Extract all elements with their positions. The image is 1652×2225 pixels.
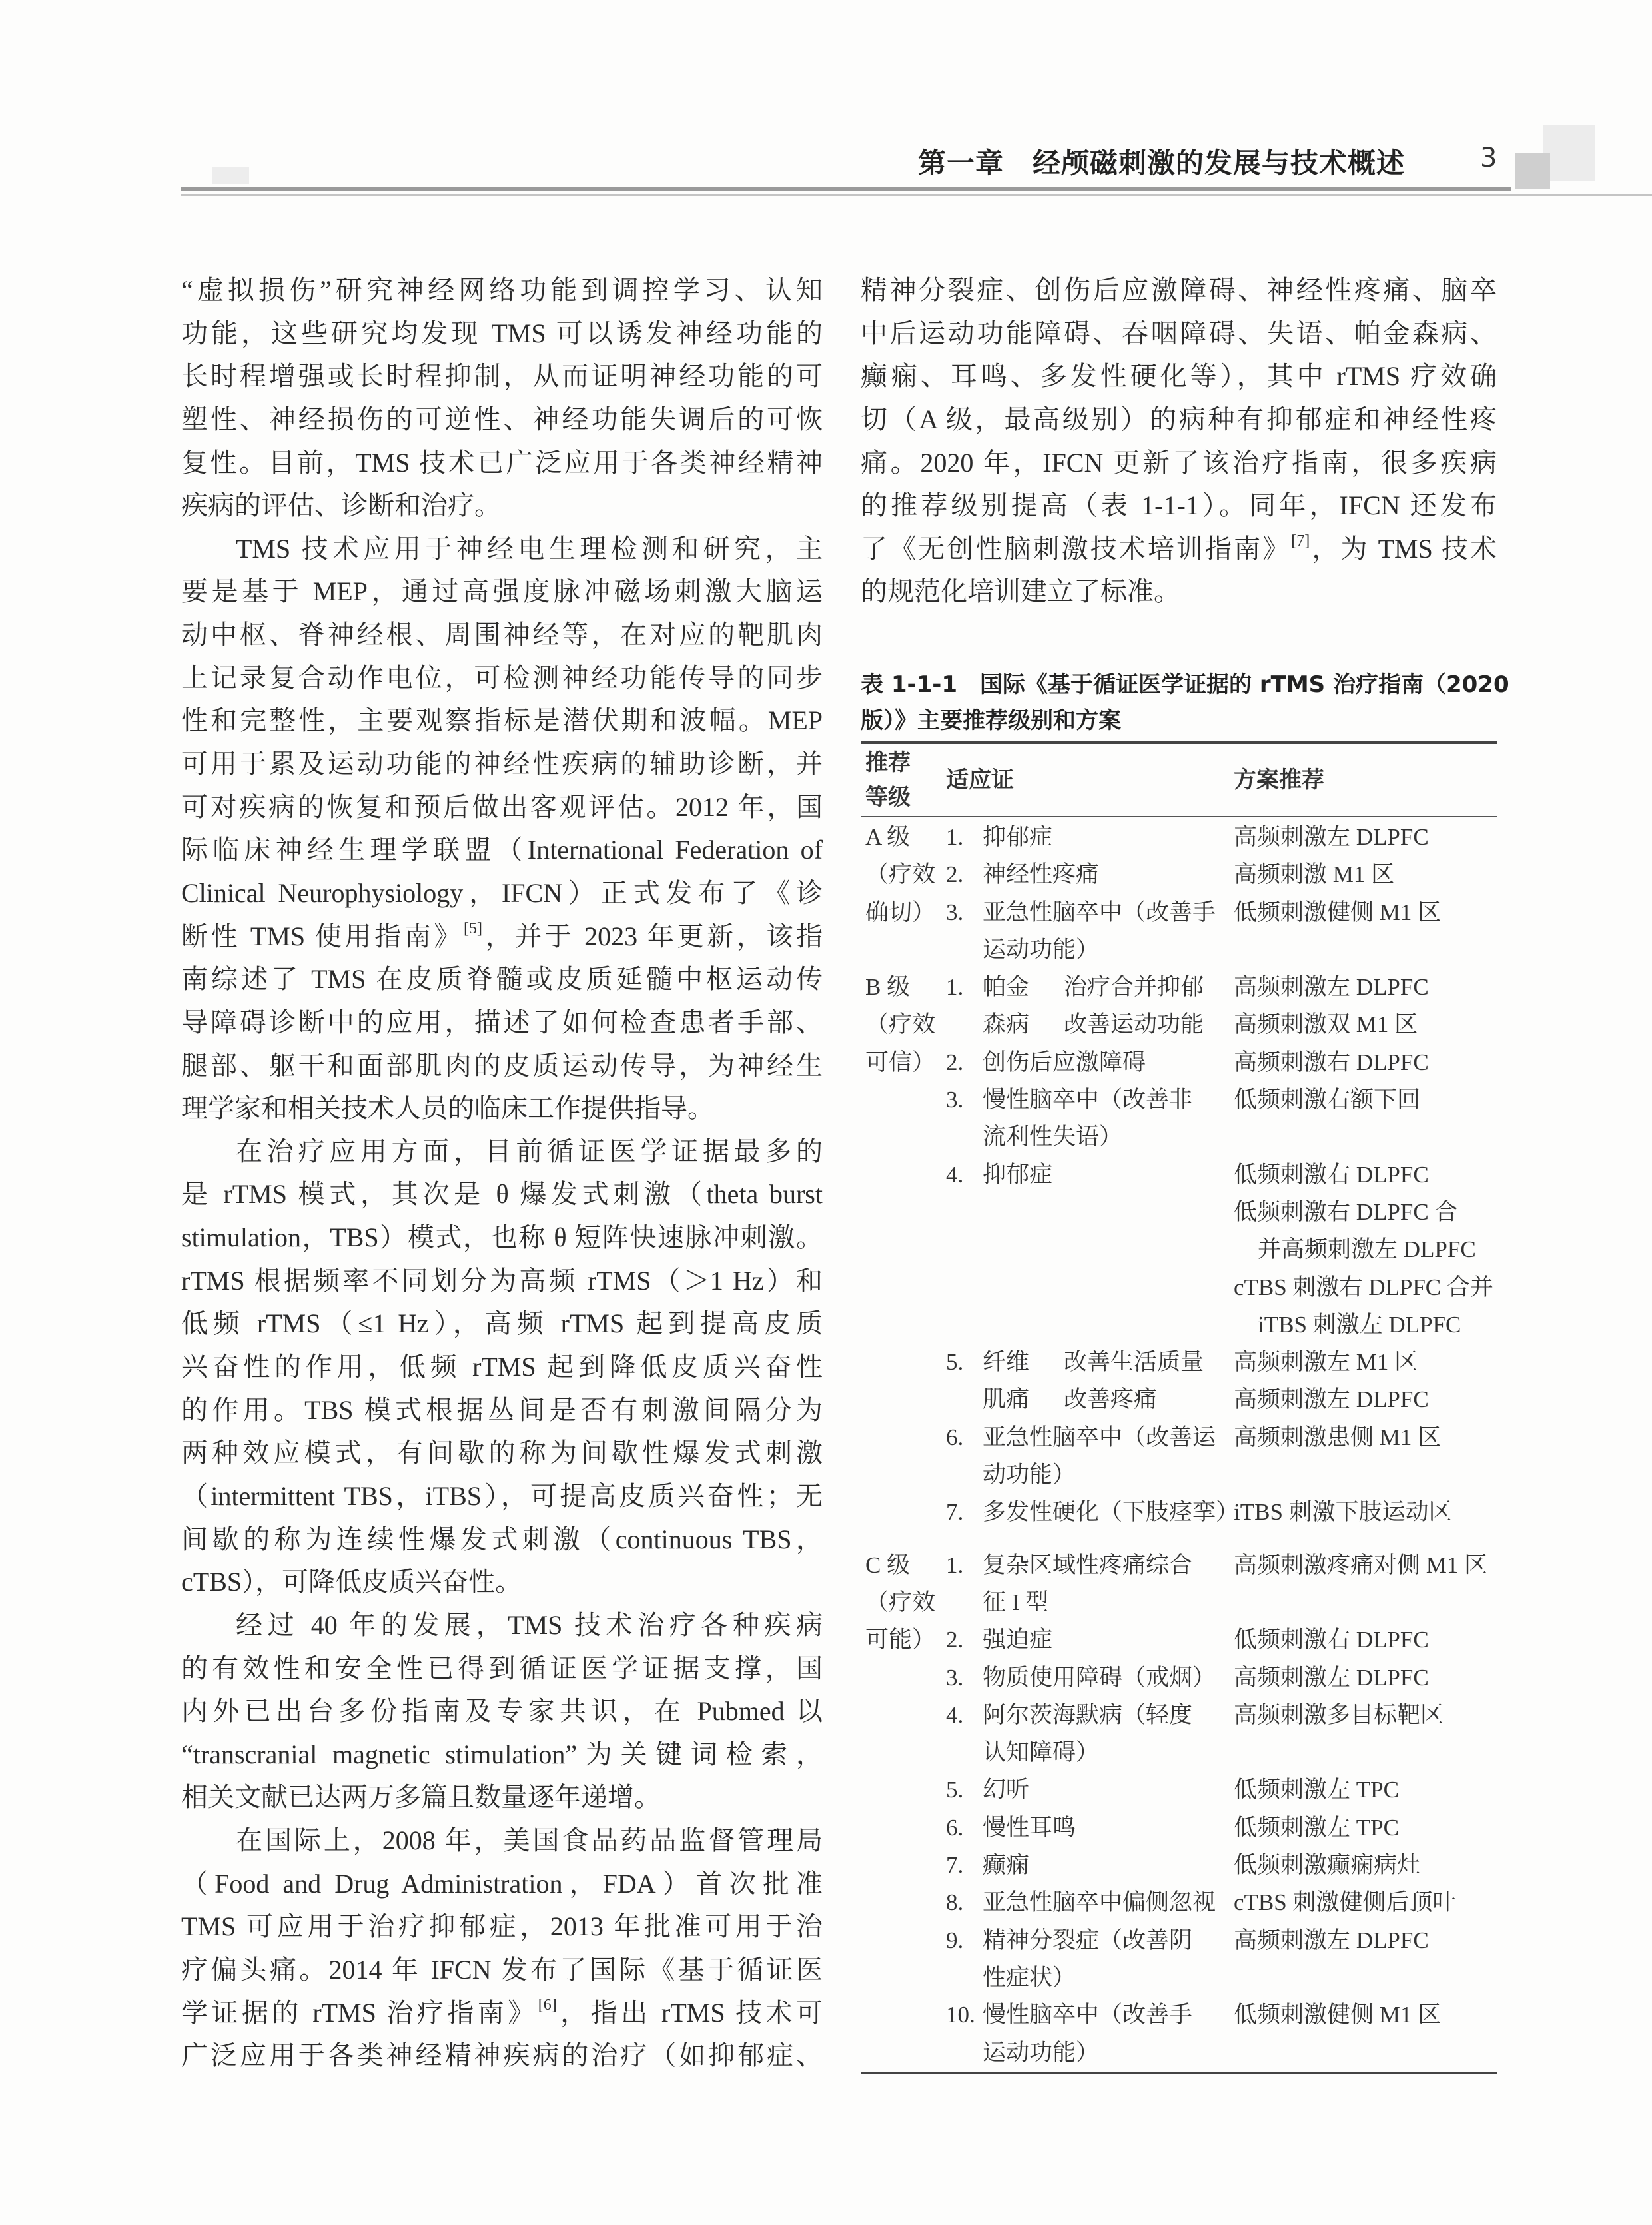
indication-cell: [983, 969, 1064, 1044]
grade-line: 可信）: [865, 1049, 936, 1075]
text-line: （Food and Drug Administration，FDA）首次批准: [181, 1868, 823, 1899]
table-row: [946, 1697, 1497, 1772]
text-line: 功能，这些研究均发现 TMS 可以诱发神经功能的: [181, 318, 823, 348]
paragraph: [181, 1130, 823, 1604]
grade-cell: [861, 1547, 946, 2072]
item-number: 1.: [946, 1552, 964, 1578]
indication-cell: [983, 856, 1234, 893]
paragraph: [181, 528, 823, 1130]
table-group: [861, 969, 1497, 1531]
text-segment: ，指出 rTMS 技术可: [556, 1997, 823, 2028]
text-line: 可用于累及运动功能的神经性疾病的辅助诊断，并: [181, 749, 823, 779]
table-row: [946, 819, 1497, 856]
scheme-line: 低频刺激右 DLPFC 合: [1234, 1198, 1458, 1225]
scheme-line: 高频刺激左 DLPFC: [1234, 1386, 1429, 1413]
scheme-line: 高频刺激双 M1 区: [1234, 1011, 1418, 1038]
header-decoration-square-light: [1543, 125, 1595, 181]
text-line: 疾病的评估、诊断和治疗。: [181, 490, 501, 521]
scheme-line: 低频刺激健侧 M1 区: [1234, 2002, 1442, 2028]
indication-line: 复杂区域性疼痛综合: [983, 1552, 1193, 1578]
text-line: 癫痫、耳鸣、多发性硬化等），其中 rTMS 疗效确: [861, 361, 1497, 392]
text-segment: ，并于 2023 年更新，该指: [482, 921, 823, 951]
scheme-cell: [1234, 819, 1497, 856]
citation-ref: [5]: [464, 919, 482, 937]
scheme-cell: [1234, 1621, 1497, 1659]
scheme-cell: [1234, 1547, 1497, 1622]
sub-indication-line: 治疗合并抑郁: [1064, 974, 1204, 1001]
citation-ref: [7]: [1291, 532, 1310, 550]
indication-cell: [983, 894, 1234, 969]
table-row: [946, 1494, 1497, 1531]
text-line: 长时程增强或长时程抑制，从而证明神经功能的可: [181, 361, 823, 392]
item-number-cell: [946, 1884, 983, 1921]
table-row: [946, 1997, 1497, 2072]
header-decoration-square-dark: [1515, 153, 1550, 189]
header-decoration-left: [212, 167, 249, 184]
scheme-line: 并高频刺激左 DLPFC: [1258, 1236, 1476, 1263]
header-grade: [865, 745, 911, 815]
scheme-line: 低频刺激右额下回: [1234, 1087, 1421, 1113]
item-number: 9.: [946, 1927, 964, 1953]
page-number: 3: [1480, 143, 1497, 173]
scheme-line: 高频刺激左 DLPFC: [1234, 1664, 1429, 1691]
scheme-cell: [1234, 1494, 1497, 1531]
item-number-cell: [946, 1344, 983, 1419]
item-number-cell: [946, 1771, 983, 1809]
text-line: [181, 915, 823, 959]
running-header-chapter-title: 第一章 经颅磁刺激的发展与技术概述: [918, 147, 1406, 179]
text-line: 际临床神经生理学联盟（International Federation of: [181, 835, 823, 865]
scheme-cell: [1234, 969, 1497, 1044]
text-line: 经过 40 年的发展，TMS 技术治疗各种疾病: [236, 1609, 823, 1640]
text-line: 中后运动功能障碍、吞咽障碍、失语、帕金森病、: [861, 318, 1497, 348]
sub-indication-line: 改善疼痛: [1064, 1386, 1158, 1413]
text-line: 导障碍诊断中的应用，描述了如何检查患者手部、: [181, 1007, 823, 1037]
indication-line: 亚急性脑卒中偏侧忽视: [983, 1889, 1216, 1916]
item-number-cell: [946, 1847, 983, 1884]
grade-line: C 级: [865, 1552, 911, 1578]
text-line: TMS 技术应用于神经电生理检测和研究，主: [236, 533, 823, 564]
text-line: 的规范化培训建立了标准。: [861, 576, 1180, 607]
text-line: Clinical Neurophysiology，IFCN）正式发布了《诊: [181, 877, 823, 908]
text-line: 性和完整性，主要观察指标是潜伏期和波幅。MEP: [181, 705, 823, 736]
table-row: [946, 969, 1497, 1044]
indication-line: 亚急性脑卒中（改善手: [983, 899, 1216, 925]
text-line: 疗偏头痛。2014 年 IFCN 发布了国际《基于循证医: [181, 1954, 823, 1985]
text-line: [861, 528, 1497, 571]
indication-cell: [983, 1884, 1234, 1921]
indication-cell: [983, 1044, 1234, 1081]
item-number: 6.: [946, 1814, 964, 1841]
group-items: [946, 819, 1497, 969]
grade-line: B 级: [865, 974, 911, 1001]
text-line: 间歇的称为连续性爆发式刺激（continuous TBS，: [181, 1524, 823, 1554]
item-number: 4.: [946, 1701, 964, 1728]
scheme-line: 高频刺激患侧 M1 区: [1234, 1424, 1442, 1450]
indication-line: 帕金: [983, 974, 1030, 1001]
text-line: stimulation，TBS）模式，也称 θ 短阵快速脉冲刺激。: [181, 1222, 823, 1253]
item-number: 5.: [946, 1349, 964, 1376]
text-line: 的有效性和安全性已得到循证医学证据支撑，国: [181, 1653, 823, 1683]
item-number: 1.: [946, 974, 964, 1001]
indication-line: 慢性脑卒中（改善手: [983, 2002, 1193, 2028]
indication-cell: [983, 1697, 1234, 1772]
grade-line: （疗效: [865, 861, 936, 888]
indication-line: 流利性失语）: [983, 1124, 1123, 1150]
item-number-cell: [946, 1494, 983, 1531]
item-number: 3.: [946, 1087, 964, 1113]
item-number-cell: [946, 1044, 983, 1081]
scheme-cell: [1234, 1809, 1497, 1847]
item-number: 10.: [946, 2002, 975, 2028]
scheme-cell: [1234, 1771, 1497, 1809]
text-line: 腿部、躯干和面部肌肉的皮质运动传导，为神经生: [181, 1050, 823, 1081]
scheme-line: cTBS 刺激右 DLPFC 合并: [1234, 1274, 1493, 1300]
scheme-cell: [1234, 1044, 1497, 1081]
indication-line: 肌痛: [983, 1386, 1030, 1413]
table-row: [946, 856, 1497, 893]
item-number-cell: [946, 1156, 983, 1344]
text-segment: ，为 TMS 技术: [1310, 533, 1497, 564]
scheme-cell: [1234, 1344, 1497, 1419]
indication-line: 精神分裂症（改善阴: [983, 1927, 1193, 1953]
scheme-line: 低频刺激左 TPC: [1234, 1814, 1399, 1841]
sub-indication-cell: [1064, 969, 1234, 1044]
item-number: 8.: [946, 1889, 964, 1916]
scheme-line: iTBS 刺激左 DLPFC: [1258, 1311, 1461, 1338]
indication-line: 慢性脑卒中（改善非: [983, 1087, 1193, 1113]
item-number-cell: [946, 1419, 983, 1494]
grade-line: 确切）: [865, 899, 936, 925]
table-group: [861, 819, 1497, 969]
indication-cell: [983, 1847, 1234, 1884]
indication-cell: [983, 1659, 1234, 1697]
table-header: [861, 744, 1497, 816]
item-number: 1.: [946, 824, 964, 850]
text-line: [181, 1992, 823, 2035]
text-line: 南综述了 TMS 在皮质脊髓或皮质延髓中枢运动传: [181, 964, 823, 995]
table-row: [946, 1419, 1497, 1494]
item-number-cell: [946, 1697, 983, 1772]
item-number-cell: [946, 1081, 983, 1156]
indication-line: 幻听: [983, 1777, 1030, 1803]
indication-line: 物质使用障碍（戒烟）: [983, 1664, 1216, 1691]
scheme-cell: [1234, 1081, 1497, 1156]
item-number: 6.: [946, 1424, 964, 1450]
indication-cell: [983, 1344, 1064, 1419]
indication-line: 性症状）: [983, 1964, 1076, 1991]
text-line: 低频 rTMS（≤1 Hz），高频 rTMS 起到提高皮质: [181, 1308, 823, 1339]
item-number-cell: [946, 1659, 983, 1697]
indication-line: 抑郁症: [983, 824, 1053, 850]
text-line: 动中枢、脊神经根、周围神经等，在对应的靶肌肉: [181, 620, 823, 650]
scheme-line: 低频刺激健侧 M1 区: [1234, 899, 1442, 925]
scheme-line: 低频刺激右 DLPFC: [1234, 1627, 1429, 1653]
text-line: 相关文献已达两万多篇且数量逐年递增。: [181, 1782, 661, 1813]
paragraph: [181, 1819, 823, 2078]
text-line: 两种效应模式，有间歇的称为间歇性爆发式刺激: [181, 1438, 823, 1468]
text-line: 上记录复合动作电位，可检测神经功能传导的同步: [181, 662, 823, 693]
text-line: （intermittent TBS，iTBS），可提高皮质兴奋性；无: [181, 1480, 823, 1511]
item-number: 4.: [946, 1161, 964, 1188]
text-line: 切（A 级，最高级别）的病种有抑郁症和神经性疼: [861, 404, 1497, 434]
table-caption-line: 表 1-1-1 国际《基于循证医学证据的 rTMS 治疗指南（2020: [861, 671, 1509, 698]
header-grade-line: 推荐: [865, 749, 911, 776]
table-row: [946, 1847, 1497, 1884]
paragraph: [861, 269, 1497, 614]
indication-cell: [983, 1494, 1240, 1531]
header-rule: [181, 187, 1511, 191]
table-bottom-rule: [861, 2072, 1497, 2074]
scheme-cell: [1234, 1659, 1497, 1697]
indication-line: 亚急性脑卒中（改善运: [983, 1424, 1216, 1450]
scheme-line: 高频刺激左 DLPFC: [1234, 824, 1429, 850]
indication-cell: [983, 1081, 1234, 1156]
header-indication: 适应证: [946, 767, 1014, 793]
scheme-line: iTBS 刺激下肢运动区: [1234, 1499, 1452, 1526]
scheme-line: 高频刺激左 DLPFC: [1234, 1927, 1429, 1953]
scheme-line: 低频刺激左 TPC: [1234, 1777, 1399, 1803]
text-line: 的作用。TBS 模式根据丛间是否有刺激间隔分为: [181, 1394, 823, 1425]
indication-line: 阿尔茨海默病（轻度: [983, 1701, 1193, 1728]
scheme-cell: [1234, 1847, 1497, 1884]
scheme-line: 低频刺激右 DLPFC: [1234, 1161, 1429, 1188]
sub-indication-line: 改善运动功能: [1064, 1011, 1204, 1038]
table-group: [861, 1547, 1497, 2072]
indication-line: 创伤后应激障碍: [983, 1049, 1146, 1075]
text-line: 可对疾病的恢复和预后做出客观评估。2012 年，国: [181, 791, 823, 822]
grade-line: （疗效: [865, 1011, 936, 1038]
text-line: 是 rTMS 模式，其次是 θ 爆发式刺激（theta burst: [181, 1179, 823, 1210]
text-line: “transcranial magnetic stimulation”为关键词检索，: [181, 1739, 823, 1769]
indication-cell: [983, 1419, 1234, 1494]
text-line: 复性。目前，TMS 技术已广泛应用于各类神经精神: [181, 447, 823, 478]
scheme-cell: [1234, 1997, 1497, 2072]
item-number-cell: [946, 1997, 983, 2072]
indication-line: 慢性耳鸣: [983, 1814, 1076, 1841]
text-line: 内外已出台多份指南及专家共识，在 Pubmed 以: [181, 1696, 823, 1727]
body-column-left: [181, 269, 823, 2078]
text-line: 要是基于 MEP，通过高强度脉冲磁场刺激大脑运: [181, 576, 823, 607]
text-segment: 断性 TMS 使用指南》: [181, 921, 464, 951]
item-number: 3.: [946, 1664, 964, 1691]
scheme-cell: [1234, 1156, 1497, 1344]
indication-cell: [983, 1547, 1234, 1622]
header-rule-thin: [181, 194, 1652, 196]
table-caption-line: 版）》主要推荐级别和方案: [861, 707, 1121, 734]
scheme-cell: [1234, 1697, 1497, 1772]
text-line: 塑性、神经损伤的可逆性、神经功能失调后的可恢: [181, 404, 823, 434]
indication-cell: [983, 1997, 1234, 2072]
table-1-1-1: [861, 667, 1509, 2074]
paragraph: [181, 1604, 823, 1819]
text-line: “虚拟损伤”研究神经网络功能到调控学习、认知: [181, 275, 823, 305]
indication-line: 抑郁症: [983, 1161, 1053, 1188]
scheme-line: 高频刺激多目标靶区: [1234, 1701, 1444, 1728]
text-line: 精神分裂症、创伤后应激障碍、神经性疼痛、脑卒: [861, 275, 1497, 305]
indication-cell: [983, 1621, 1234, 1659]
indication-cell: [983, 1809, 1234, 1847]
header-grade-line: 等级: [865, 784, 911, 811]
table-row: [946, 1547, 1497, 1622]
table-row: [946, 1156, 1497, 1344]
indication-line: 认知障碍）: [983, 1739, 1100, 1766]
item-number-cell: [946, 819, 983, 856]
grade-line: （疗效: [865, 1589, 936, 1615]
scheme-line: 低频刺激癫痫病灶: [1234, 1852, 1421, 1879]
text-line: 在治疗应用方面，目前循证医学证据最多的: [236, 1136, 823, 1166]
scheme-cell: [1234, 1922, 1497, 1997]
item-number: 7.: [946, 1852, 964, 1879]
indication-line: 多发性硬化（下肢痉挛）: [983, 1499, 1240, 1526]
text-line: cTBS），可降低皮质兴奋性。: [181, 1567, 522, 1597]
table-row: [946, 1344, 1497, 1419]
body-column-right: [861, 269, 1497, 614]
item-number: 7.: [946, 1499, 964, 1526]
text-line: 的推荐级别提高（表 1-1-1）。同年，IFCN 还发布: [861, 490, 1497, 521]
item-number-cell: [946, 1922, 983, 1997]
scheme-line: 高频刺激左 M1 区: [1234, 1349, 1418, 1376]
text-line: 在国际上，2008 年，美国食品药品监督管理局: [236, 1825, 823, 1856]
scheme-line: 高频刺激左 DLPFC: [1234, 974, 1429, 1001]
grade-cell: [861, 819, 946, 969]
text-line: 痛。2020 年，IFCN 更新了该治疗指南，很多疾病: [861, 447, 1497, 478]
paragraph: [181, 269, 823, 528]
indication-cell: [983, 1771, 1234, 1809]
item-number: 2.: [946, 861, 964, 888]
indication-line: 癫痫: [983, 1852, 1030, 1879]
group-items: [946, 969, 1497, 1531]
scheme-line: 高频刺激右 DLPFC: [1234, 1049, 1429, 1075]
item-number-cell: [946, 856, 983, 893]
citation-ref: [6]: [538, 1996, 557, 2014]
scheme-cell: [1234, 894, 1497, 969]
indication-cell: [983, 1922, 1234, 1997]
scheme-cell: [1234, 1419, 1497, 1494]
text-line: 广泛应用于各类神经精神疾病的治疗（如抑郁症、: [181, 2040, 823, 2071]
text-segment: 学证据的 rTMS 治疗指南》: [181, 1997, 538, 2028]
indication-line: 纤维: [983, 1349, 1030, 1376]
indication-line: 动功能）: [983, 1462, 1076, 1488]
scheme-cell: [1234, 856, 1497, 893]
sub-indication-line: 改善生活质量: [1064, 1349, 1204, 1376]
indication-line: 神经性疼痛: [983, 861, 1100, 888]
table-row: [946, 1922, 1497, 1997]
item-number-cell: [946, 1809, 983, 1847]
text-line: TMS 可应用于治疗抑郁症，2013 年批准可用于治: [181, 1911, 823, 1942]
table-row: [946, 1771, 1497, 1809]
item-number: 3.: [946, 899, 964, 925]
indication-cell: [983, 819, 1234, 856]
indication-line: 森病: [983, 1011, 1030, 1038]
grade-line: A 级: [865, 824, 911, 850]
group-items: [946, 1547, 1497, 2072]
indication-line: 强迫症: [983, 1627, 1053, 1653]
indication-line: 运动功能）: [983, 2039, 1100, 2066]
text-segment: 了《无创性脑刺激技术培训指南》: [861, 533, 1292, 564]
indication-line: 征 I 型: [983, 1589, 1049, 1615]
table-row: [946, 1884, 1497, 1921]
scheme-line: 高频刺激 M1 区: [1234, 861, 1395, 888]
text-line: 兴奋性的作用，低频 rTMS 起到降低皮质兴奋性: [181, 1352, 823, 1382]
indication-cell: [983, 1156, 1234, 1344]
item-number-cell: [946, 1621, 983, 1659]
indication-line: 运动功能）: [983, 936, 1100, 963]
sub-indication-cell: [1064, 1344, 1234, 1419]
text-line: rTMS 根据频率不同划分为高频 rTMS（＞1 Hz）和: [181, 1265, 823, 1296]
table-row: [946, 1081, 1497, 1156]
table-body: [861, 817, 1497, 2072]
table-row: [946, 1621, 1497, 1659]
item-number: 2.: [946, 1049, 964, 1075]
scheme-cell: [1234, 1884, 1497, 1921]
table-row: [946, 894, 1497, 969]
item-number: 2.: [946, 1627, 964, 1653]
table-row: [946, 1044, 1497, 1081]
grade-line: 可能）: [865, 1627, 936, 1653]
item-number-cell: [946, 969, 983, 1044]
table-row: [946, 1659, 1497, 1697]
item-number-cell: [946, 894, 983, 969]
item-number-cell: [946, 1547, 983, 1622]
text-line: 理学家和相关技术人员的临床工作提供指导。: [181, 1093, 714, 1124]
header-scheme: 方案推荐: [1234, 767, 1324, 793]
grade-cell: [861, 969, 946, 1531]
scheme-line: cTBS 刺激健侧后顶叶: [1234, 1889, 1456, 1916]
item-number: 5.: [946, 1777, 964, 1803]
table-row: [946, 1809, 1497, 1847]
scheme-line: 高频刺激疼痛对侧 M1 区: [1234, 1552, 1488, 1578]
